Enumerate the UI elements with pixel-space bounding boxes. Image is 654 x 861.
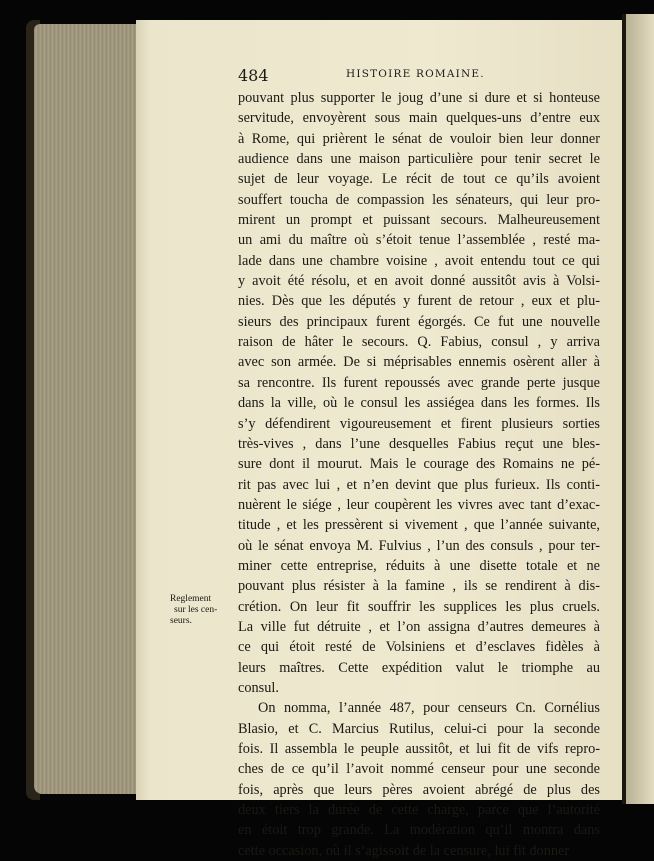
text-line: pouvant plus résister à la famine , ils se rendirent à dis- bbox=[238, 578, 600, 595]
text-line: sa rencontre. Ils furent repoussés avec grande perte jusque bbox=[238, 374, 600, 391]
text-line: servitude, envoyèrent sous main quelques-uns d’entre eux bbox=[238, 110, 600, 127]
text-line: La ville fut détruite , et l’on assigna d’autres demeures à bbox=[238, 618, 600, 635]
text-line: dans la ville, où le consul les assiégea dans les formes. Ils bbox=[238, 395, 600, 412]
text-line: rit pas avec lui , et n’en devint que plus furieux. Ils conti- bbox=[238, 476, 600, 493]
margin-note bbox=[170, 594, 217, 627]
text-line: crétion. On leur fit souffrir les supplices les plus cruels. bbox=[238, 598, 600, 615]
text-line: leurs maîtres. Cette expédition valut le triomphe au bbox=[238, 659, 600, 676]
text-line: raison de hâter le secours. Q. Fabius, consul , y arriva bbox=[238, 334, 600, 351]
text-line: avec son armée. De si méprisables ennemis osèrent aller à bbox=[238, 354, 600, 371]
text-line: audience dans une maison particulière pour tenir secret le bbox=[238, 151, 600, 168]
text-line: sure dont il mourut. Mais le courage des Romains ne pé- bbox=[238, 456, 600, 473]
text-line: souffert toucha de compassion les sénateurs, qui leur pro- bbox=[238, 191, 600, 208]
text-line: où le sénat envoya M. Fulvius , l’un des consuls , pour ter- bbox=[238, 537, 600, 554]
margin-note-line: sur les cen- bbox=[174, 605, 218, 615]
text-line: sieurs des principaux furent égorgés. Ce fut une nouvelle bbox=[238, 313, 600, 330]
text-line: s’y défendirent vigoureusement et firent plusieurs sorties bbox=[238, 415, 600, 432]
text-line: ches de ce qu’il l’avoit nommé censeur pour une seconde bbox=[238, 761, 600, 778]
text-line: en étoit trop grande. La modération qu’il montra dans bbox=[238, 822, 600, 839]
margin-note-line: Reglement bbox=[170, 594, 212, 604]
text-line: un ami du maître où s’étoit tenue l’assemblée , resté ma- bbox=[238, 232, 600, 249]
text-line: à Rome, qui prièrent le sénat de vouloir bien leur donner bbox=[238, 130, 600, 147]
running-head: HISTOIRE ROMAINE. bbox=[346, 68, 485, 80]
page-number: 484 bbox=[238, 66, 269, 85]
text-line: lade dans une chambre voisine , avoit entendu tout ce qui bbox=[238, 252, 600, 269]
text-line: fois. Il assembla le peuple aussitôt, et lui fit de vifs repro- bbox=[238, 741, 600, 757]
facing-page-edge bbox=[626, 14, 654, 804]
text-line: miner cette entreprise, réduits à une disette totale et ne bbox=[238, 557, 600, 574]
text-line: On nomma, l’année 487, pour censeurs Cn. Cornélius bbox=[258, 700, 600, 717]
text-line: deux tiers la durée de cette charge, parce que l’autorité bbox=[238, 802, 600, 819]
text-line: nuèrent le siége , leur coupèrent les vivres avec tant d’exac- bbox=[238, 496, 600, 513]
text-line: fois, après que leurs pères avoient abrégé de plus des bbox=[238, 781, 600, 798]
text-line: sujet de leur voyage. Le récit de tout ce qu’ils avoient bbox=[238, 171, 600, 188]
body-text bbox=[238, 88, 600, 861]
text-line: mirent un prompt et puissant secours. Malheureusement bbox=[238, 212, 600, 229]
text-line: y avoit été résolu, et en avoit donné aussitôt avis à Volsi- bbox=[238, 273, 600, 290]
text-line: cette occasion, où il s’agissoit de la censure, lui fit donner bbox=[238, 842, 570, 859]
text-line: titude , et les pressèrent si vivement , que l’année suivante, bbox=[238, 517, 600, 534]
text-line: nies. Dès que les députés y furent de retour , eux et plu- bbox=[238, 293, 600, 310]
text-line: très-vives , dans l’une desquelles Fabius reçut une bles- bbox=[238, 435, 600, 452]
text-line: pouvant plus supporter le joug d’une si dure et si honteuse bbox=[238, 90, 600, 106]
text-line: Blasio, et C. Marcius Rutilus, celui-ci pour la seconde bbox=[238, 720, 600, 737]
page-edges bbox=[34, 24, 136, 794]
margin-note-line: seurs. bbox=[170, 616, 192, 626]
text-line: ce qui étoit resté de Volsiniens et d’esclaves fidèles à bbox=[238, 639, 600, 656]
text-line: consul. bbox=[238, 679, 279, 696]
